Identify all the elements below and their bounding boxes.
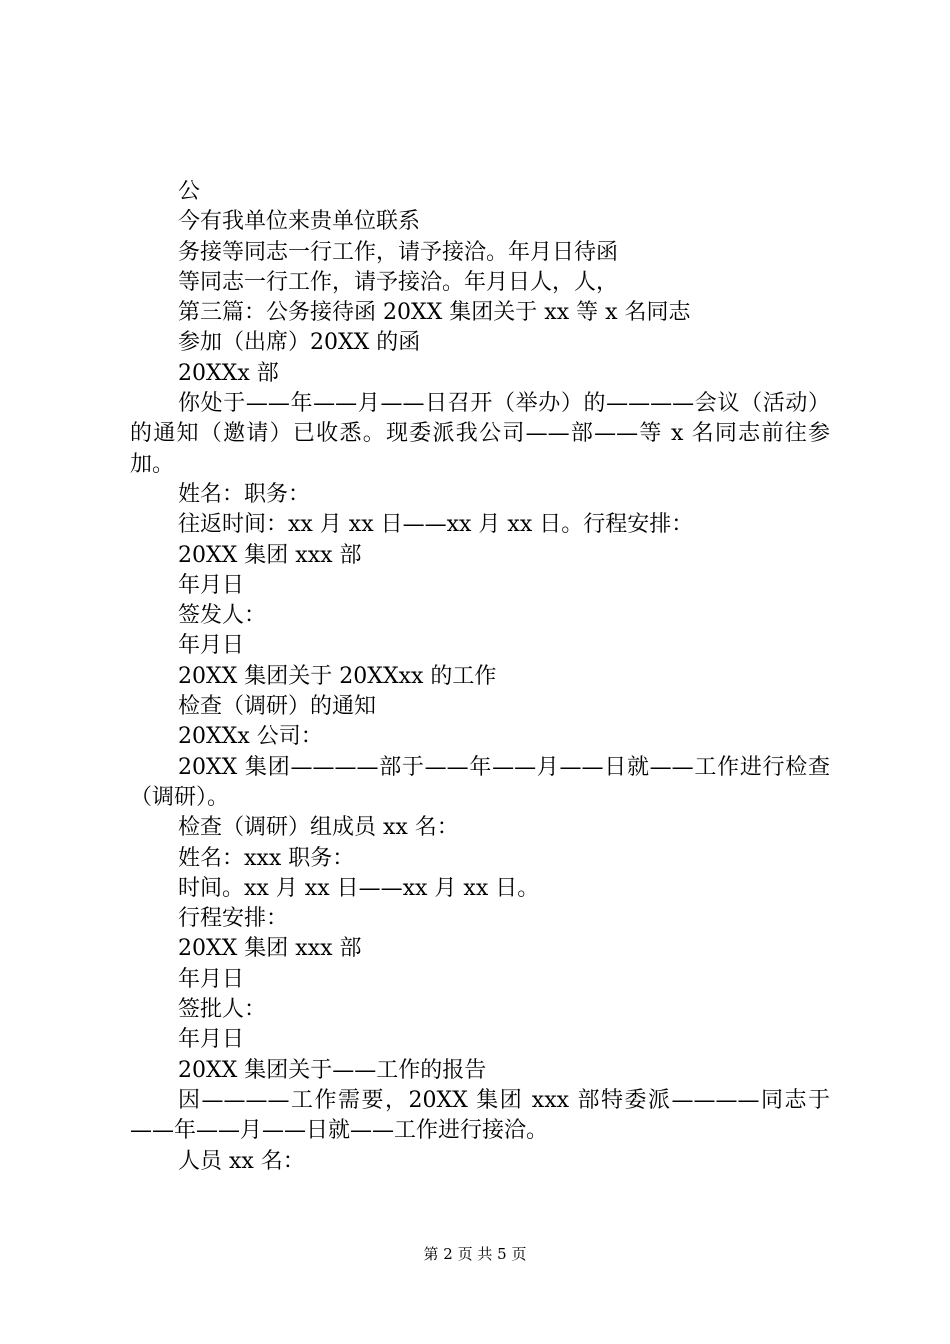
addressee-line: 20XXx 部: [178, 360, 279, 386]
body-paragraph: 20XX 集团————部于——年——月——日就——工作进行检查（调研）。: [130, 754, 830, 810]
date-line: 年月日: [178, 966, 245, 992]
text-line: 检查（调研）组成员 xx 名：: [178, 815, 459, 841]
date-line: 年月日: [178, 1027, 245, 1053]
document-body: [130, 177, 830, 1177]
text-line: 等同志一行工作，请予接洽。年月日人，人，: [178, 269, 619, 295]
text-line: 公: [178, 179, 201, 204]
text-line: 20XX 集团关于——工作的报告: [178, 1057, 487, 1083]
text-line: 人员 xx 名：: [178, 1148, 305, 1174]
text-line: 时间。xx 月 xx 日——xx 月 xx 日。: [178, 875, 540, 901]
section-heading: 第三篇：公务接待函 20XX 集团关于 xx 等 x 名同志: [178, 300, 691, 326]
body-paragraph: 因————工作需要，20XX 集团 xxx 部特委派————同志于——年——月——日就——工作进行接洽。: [130, 1087, 830, 1144]
page-footer: 第 2 页 共 5 页: [423, 1245, 527, 1263]
signer-line: 签批人：: [178, 997, 267, 1023]
text-line: 今有我单位来贵单位联系: [178, 209, 421, 235]
text-line: 务接等同志一行工作，请予接洽。年月日待函: [178, 239, 619, 265]
text-line: 行程安排：: [178, 906, 289, 932]
text-line: 检查（调研）的通知: [178, 694, 377, 720]
body-paragraph: 你处于——年——月——日召开（举办）的————会议（活动）的通知（邀请）已收悉。现委派我公司——部——等 x 名同志前往参加。: [130, 391, 830, 477]
date-line: 年月日: [178, 572, 245, 598]
addressee-line: 20XXx 公司：: [178, 724, 323, 750]
signer-line: 签发人：: [178, 603, 267, 629]
date-line: 年月日: [178, 633, 245, 659]
text-line: 往返时间：xx 月 xx 日——xx 月 xx 日。行程安排：: [178, 512, 694, 538]
text-line: 姓名：职务：: [178, 481, 311, 507]
text-line: 参加（出席）20XX 的函: [178, 330, 421, 356]
text-line: 20XX 集团 xxx 部: [178, 936, 362, 962]
text-line: 姓名：xxx 职务：: [178, 845, 355, 871]
text-line: 20XX 集团 xxx 部: [178, 542, 362, 568]
text-line: 20XX 集团关于 20XXxx 的工作: [178, 663, 497, 689]
